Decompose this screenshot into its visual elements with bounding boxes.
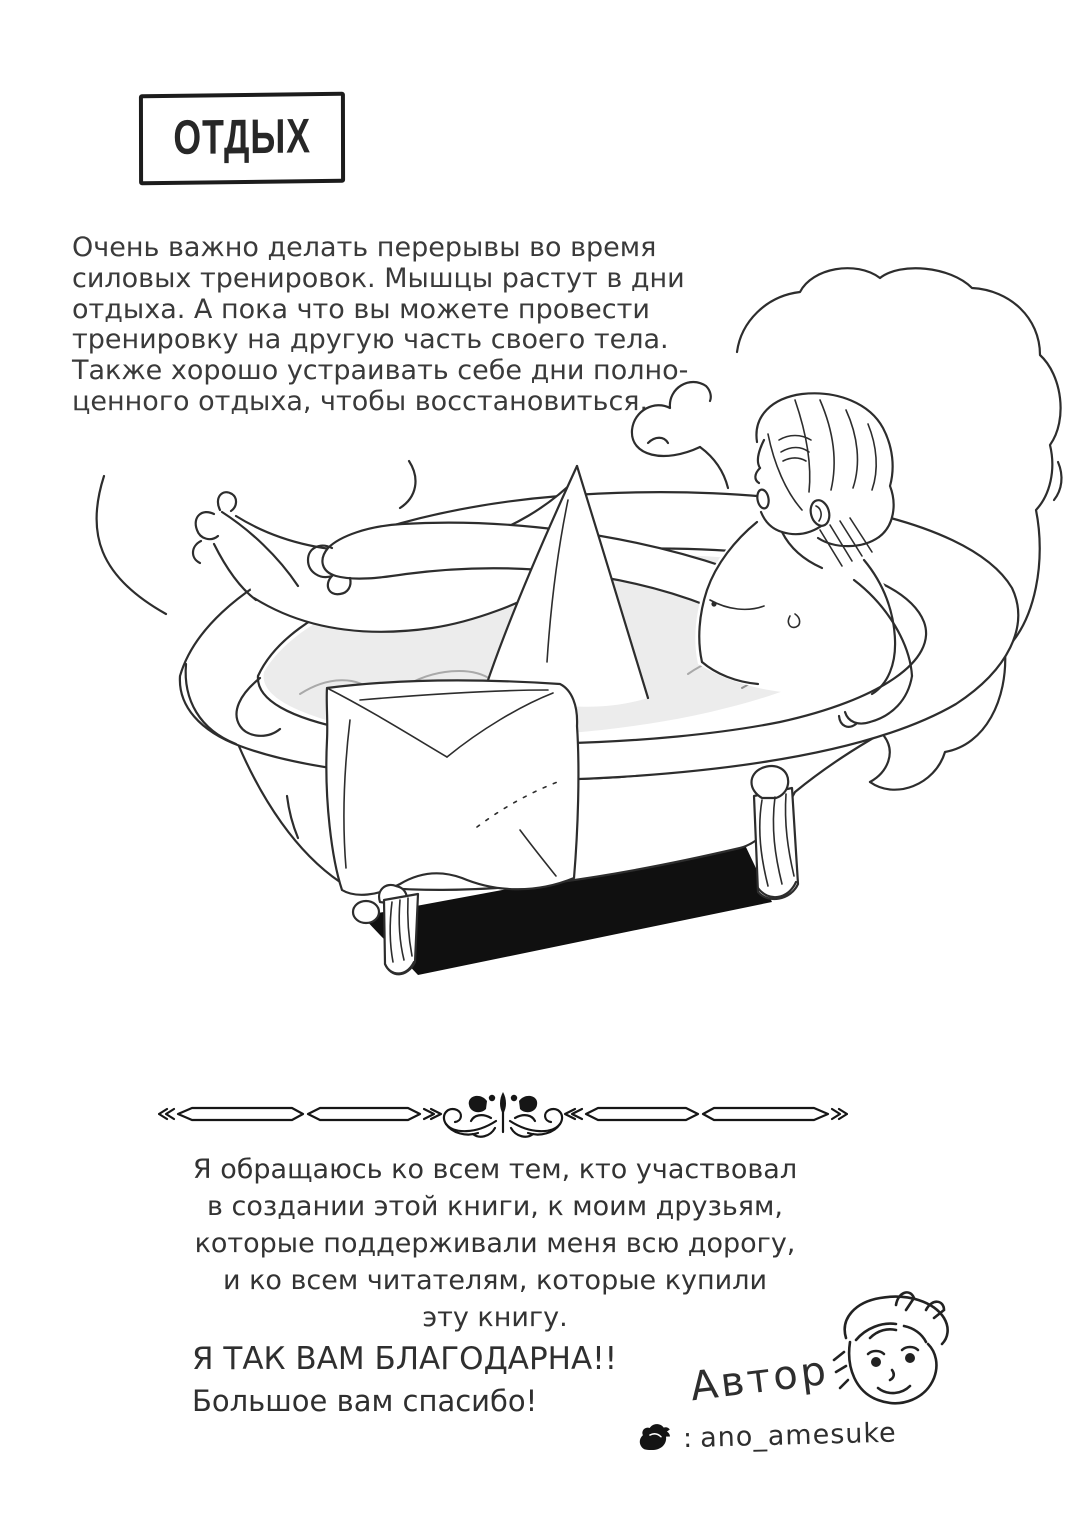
twitter-bird-icon bbox=[636, 1422, 675, 1455]
divider-ornament bbox=[444, 1092, 562, 1137]
chapter-title: ОТДЫХ bbox=[173, 110, 311, 166]
thanks-line: и ко всем читателям, которые купили bbox=[222, 1265, 768, 1296]
author-handle-row bbox=[636, 1417, 897, 1456]
claw-foot-left bbox=[353, 885, 418, 974]
intro-line: Очень важно делать перерывы во время bbox=[72, 232, 657, 263]
thanks-line: Я обращаюсь ко всем тем, кто участвовал bbox=[192, 1154, 798, 1185]
intro-line: Также хорошо устраивать себе дни полно- bbox=[72, 355, 689, 387]
handle-separator: : bbox=[682, 1422, 694, 1454]
intro-line: тренировку на другую часть своего тела. bbox=[72, 324, 669, 356]
author-label: Автор bbox=[687, 1347, 832, 1411]
thanks-line: в создании этой книги, к моим друзьям, bbox=[207, 1191, 783, 1222]
thanks-line: которые поддерживали меня всю дорогу, bbox=[194, 1228, 796, 1259]
divider-left-bars bbox=[159, 1108, 441, 1120]
gratitude-shout: Я ТАК ВАМ БЛАГОДАРНА!! bbox=[192, 1341, 618, 1377]
twitter-handle: ano_amesuke bbox=[699, 1417, 898, 1454]
thanks-paragraph bbox=[150, 1151, 840, 1336]
ornamental-divider bbox=[158, 1088, 848, 1140]
gratitude-subtext: Большое вам спасибо! bbox=[192, 1384, 538, 1418]
towel bbox=[326, 681, 578, 895]
intro-line: отдыха. А пока что вы можете провести bbox=[72, 293, 650, 325]
thanks-line: эту книгу. bbox=[422, 1302, 568, 1333]
author-face-doodle bbox=[818, 1288, 968, 1423]
intro-line: силовых тренировок. Мышцы растут в дни bbox=[72, 262, 685, 294]
divider-right-bars bbox=[565, 1108, 847, 1120]
intro-line: ценного отдыха, чтобы восстановиться. bbox=[72, 385, 649, 417]
